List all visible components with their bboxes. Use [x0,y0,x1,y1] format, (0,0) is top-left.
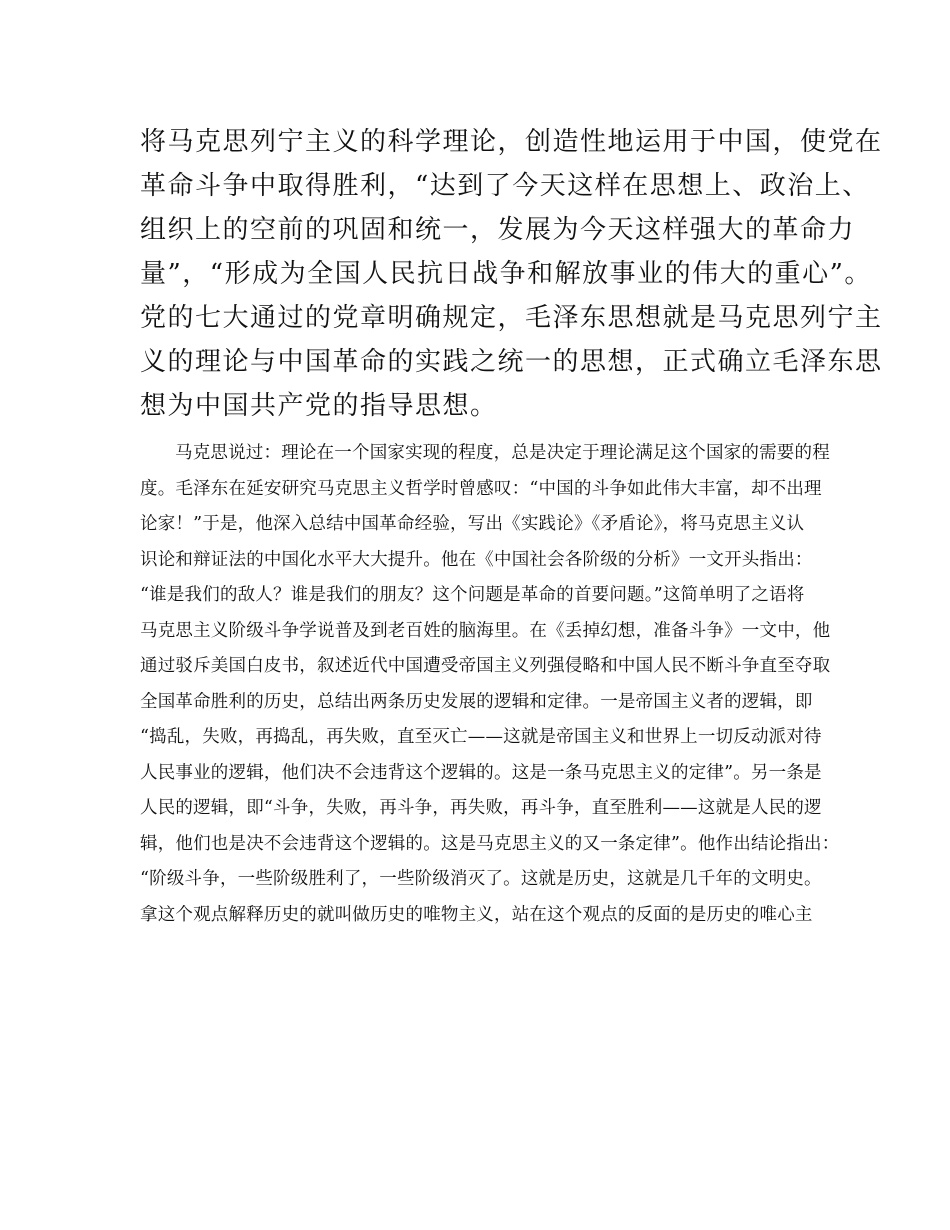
paragraph-body-text [140,436,840,933]
text-line: 全国革命胜利的历史，总结出两条历史发展的逻辑和定律。一是帝国主义者的逻辑，即 [140,691,813,712]
text-line: 党的七大通过的党章明确规定，毛泽东思想就是马克思列宁主 [140,303,883,333]
text-line: “捣乱，失败，再捣乱，再失败，直至灭亡——这就是帝国主义和世界上一切反动派对待 [140,727,822,747]
text-line: 义的理论与中国革命的实践之统一的思想，正式确立毛泽东思 [140,347,883,377]
text-line: 革命斗争中取得胜利，“达到了今天这样在思想上、政治上、 [140,171,870,201]
text-line: 量”，“形成为全国人民抗日战争和解放事业的伟大的重心”。 [140,259,872,289]
text-line: 通过驳斥美国白皮书，叙述近代中国遭受帝国主义列强侵略和中国人民不断斗争直至夺取 [140,656,831,676]
text-line: 拿这个观点解释历史的就叫做历史的唯物主义，站在这个观点的反面的是历史的唯心主 [140,904,813,925]
paragraph-large-text [140,120,883,428]
text-line: 将马克思列宁主义的科学理论，创造性地运用于中国，使党在 [140,127,883,157]
text-line: 组织上的空前的巩固和统一，发展为今天这样强大的革命力 [140,215,856,245]
text-line: 识论和辩证法的中国化水平大大提升。他在《中国社会各阶级的分析》一文开头指出： [140,549,813,570]
text-line: 论家！”于是，他深入总结中国革命经验，写出《实践论》《矛盾论》，将马克思主义认 [140,514,805,534]
text-line: “阶级斗争，一些阶级胜利了，一些阶级消灭了。这就是历史，这就是几千年的文明史。 [140,869,822,889]
text-line: 马克思主义阶级斗争学说普及到老百姓的脑海里。在《丢掉幻想，准备斗争》一文中，他 [140,620,831,641]
text-line: 度。毛泽东在延安研究马克思主义哲学时曾感叹：“中国的斗争如此伟大丰富，却不出理 [140,478,822,499]
text-line: 想为中国共产党的指导思想。 [140,391,498,421]
text-line: 人民事业的逻辑，他们决不会违背这个逻辑的。这是一条马克思主义的定律”。另一条是 [140,762,822,783]
text-line: 马克思说过：理论在一个国家实现的程度，总是决定于理论满足这个国家的需要的程 [175,443,830,463]
text-line: 辑，他们也是决不会违背这个逻辑的。这是马克思主义的又一条定律”。他作出结论指出： [140,833,840,854]
text-line: “谁是我们的敌人？谁是我们的朋友？这个问题是革命的首要问题。”这简单明了之语将 [140,585,805,605]
text-line: 人民的逻辑，即“斗争，失败，再斗争，再失败，再斗争，直至胜利——这就是人民的逻 [140,798,822,818]
